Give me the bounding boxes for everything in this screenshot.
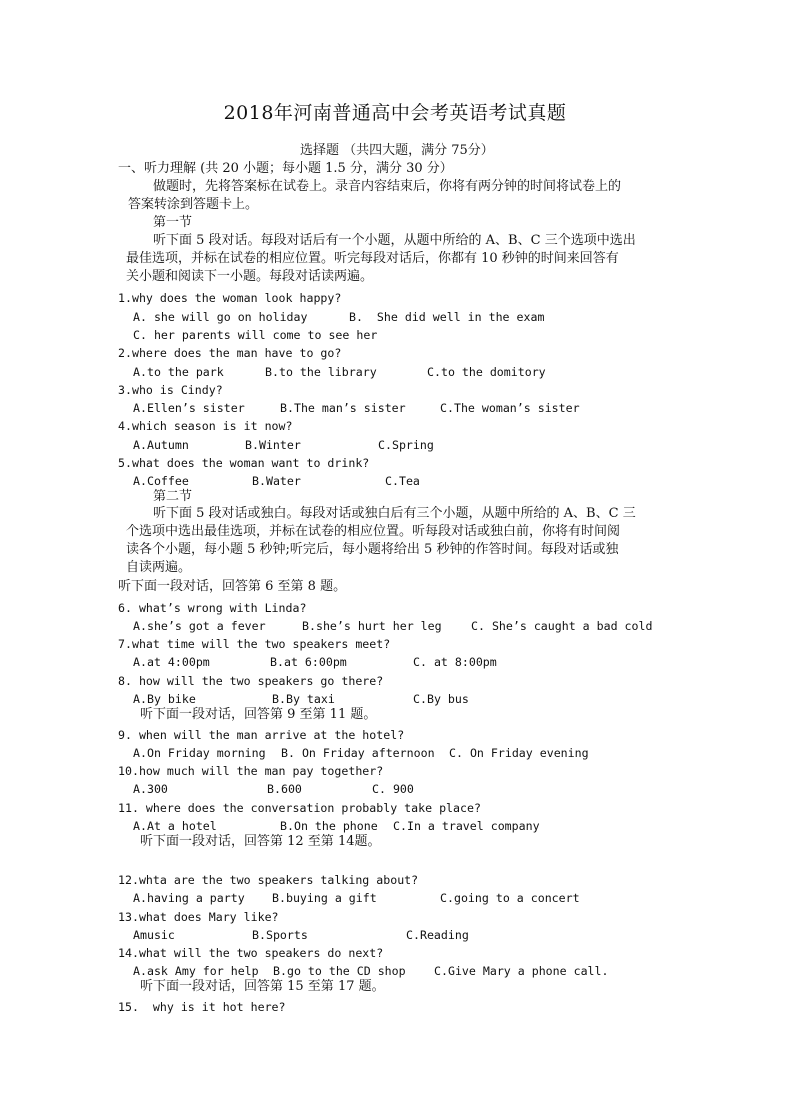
question-stem: 13.what does Mary like? <box>118 910 279 924</box>
option-c: C.Give Mary a phone call. <box>434 964 609 978</box>
option-a: A.ask Amy for help <box>133 964 259 978</box>
option-b: B.By taxi <box>272 692 335 706</box>
section2-label: 第二节 <box>153 489 193 504</box>
section1-text: 最佳选项，并标在试卷的相应位置。听完每段对话后，你都有 10 秒钟的时间来回答有 <box>126 251 619 266</box>
question-stem: 8. how will the two speakers go there? <box>118 674 384 688</box>
listen-instruction: 听下面一段对话，回答第 15 至第 17 题。 <box>140 979 385 994</box>
question-stem: 11. where does the conversation probably take place? <box>118 801 481 815</box>
section2-text: 读各个小题，每小题 5 秒钟;听完后，每小题将给出 5 秒钟的作答时间。每段对话或独 <box>126 542 619 557</box>
option-b: B.Water <box>252 474 301 488</box>
question-stem: 15. why is it hot here? <box>118 1000 286 1014</box>
question-stem: 3.who is Cindy? <box>118 383 223 397</box>
option-c: C.to the domitory <box>427 365 546 379</box>
option-c: C.Tea <box>385 474 420 488</box>
section1-text: 关小题和阅读下一小题。每段对话读两遍。 <box>126 269 374 284</box>
option-b: B.The man’s sister <box>280 401 406 415</box>
question-stem: 4.which season is it now? <box>118 419 293 433</box>
question-stem: 7.what time will the two speakers meet? <box>118 637 391 651</box>
option-c: C.going to a concert <box>440 891 580 905</box>
option-a: A.At a hotel <box>133 819 217 833</box>
option-c: C. at 8:00pm <box>413 655 497 669</box>
question-stem: 1.why does the woman look happy? <box>118 291 342 305</box>
option-c: C. She’s caught a bad cold <box>471 619 653 633</box>
option-b: B.On the phone <box>280 819 378 833</box>
option-a: A.she’s got a fever <box>133 619 266 633</box>
section2-text: 自读两遍。 <box>126 560 192 575</box>
option-b: B. On Friday afternoon <box>281 746 435 760</box>
option-b: B.600 <box>267 782 302 796</box>
instruction-line: 做题时，先将答案标在试卷上。录音内容结束后，你将有两分钟的时间将试卷上的 <box>153 179 622 194</box>
question-stem: 6. what’s wrong with Linda? <box>118 601 307 615</box>
option-b: B.Winter <box>245 438 301 452</box>
exam-title: 2018年河南普通高中会考英语考试真题 <box>223 102 567 124</box>
listen-instruction: 听下面一段对话，回答第 9 至第 11 题。 <box>140 707 377 722</box>
section2-text: 听下面 5 段对话或独白。每段对话或独白后有三个小题，从题中所给的 A、B、C 三 <box>153 506 636 521</box>
option-a: Amusic <box>133 928 175 942</box>
option-c: C.By bus <box>413 692 469 706</box>
section1-text: 听下面 5 段对话。每段对话后有一个小题，从题中所给的 A、B、C 三个选项中选出 <box>153 233 636 248</box>
section1-label: 第一节 <box>153 215 193 230</box>
listen-instruction: 听下面一段对话，回答第 6 至第 8 题。 <box>118 579 347 594</box>
instruction-line: 答案转涂到答题卡上。 <box>128 197 259 212</box>
question-stem: 14.what will the two speakers do next? <box>118 946 384 960</box>
option-c: C.The woman’s sister <box>440 401 580 415</box>
option-a: A.Ellen’s sister <box>133 401 245 415</box>
option-a: A.By bike <box>133 692 196 706</box>
option-b: B.buying a gift <box>272 891 377 905</box>
option-b: B.to the library <box>265 365 377 379</box>
option-a: A. she will go on holiday <box>133 310 308 324</box>
option-b: B.at 6:00pm <box>270 655 347 669</box>
option-a: A.Coffee <box>133 474 189 488</box>
section2-text: 个选项中选出最佳选项，并标在试卷的相应位置。听每段对话或独白前，你将有时间阅 <box>126 524 621 539</box>
option-a: A.to the park <box>133 365 224 379</box>
option-a: A.Autumn <box>133 438 189 452</box>
part1-heading: 一、听力理解 (共 20 小题；每小题 1.5 分，满分 30 分） <box>118 161 453 176</box>
option-c: C. On Friday evening <box>449 746 589 760</box>
question-stem: 10.how much will the man pay together? <box>118 764 384 778</box>
question-stem: 5.what does the woman want to drink? <box>118 456 370 470</box>
option-a: A.On Friday morning <box>133 746 266 760</box>
option-c: C. her parents will come to see her <box>133 328 378 342</box>
option-c: C.In a travel company <box>393 819 540 833</box>
option-b: B.go to the CD shop <box>273 964 406 978</box>
listen-instruction: 听下面一段对话，回答第 12 至第 14题。 <box>140 834 381 849</box>
option-b: B.she’s hurt her leg <box>302 619 442 633</box>
question-stem: 12.whta are the two speakers talking about? <box>118 873 419 887</box>
option-c: C. 900 <box>372 782 414 796</box>
option-c: C.Spring <box>378 438 434 452</box>
question-stem: 2.where does the man have to go? <box>118 346 342 360</box>
option-a: A.300 <box>133 782 168 796</box>
exam-subtitle: 选择题 （共四大题，满分 75分） <box>300 143 494 158</box>
option-a: A.having a party <box>133 891 245 905</box>
option-c: C.Reading <box>406 928 469 942</box>
option-a: A.at 4:00pm <box>133 655 210 669</box>
option-b: B.Sports <box>252 928 308 942</box>
question-stem: 9. when will the man arrive at the hotel? <box>118 728 405 742</box>
option-b: B. She did well in the exam <box>349 310 545 324</box>
